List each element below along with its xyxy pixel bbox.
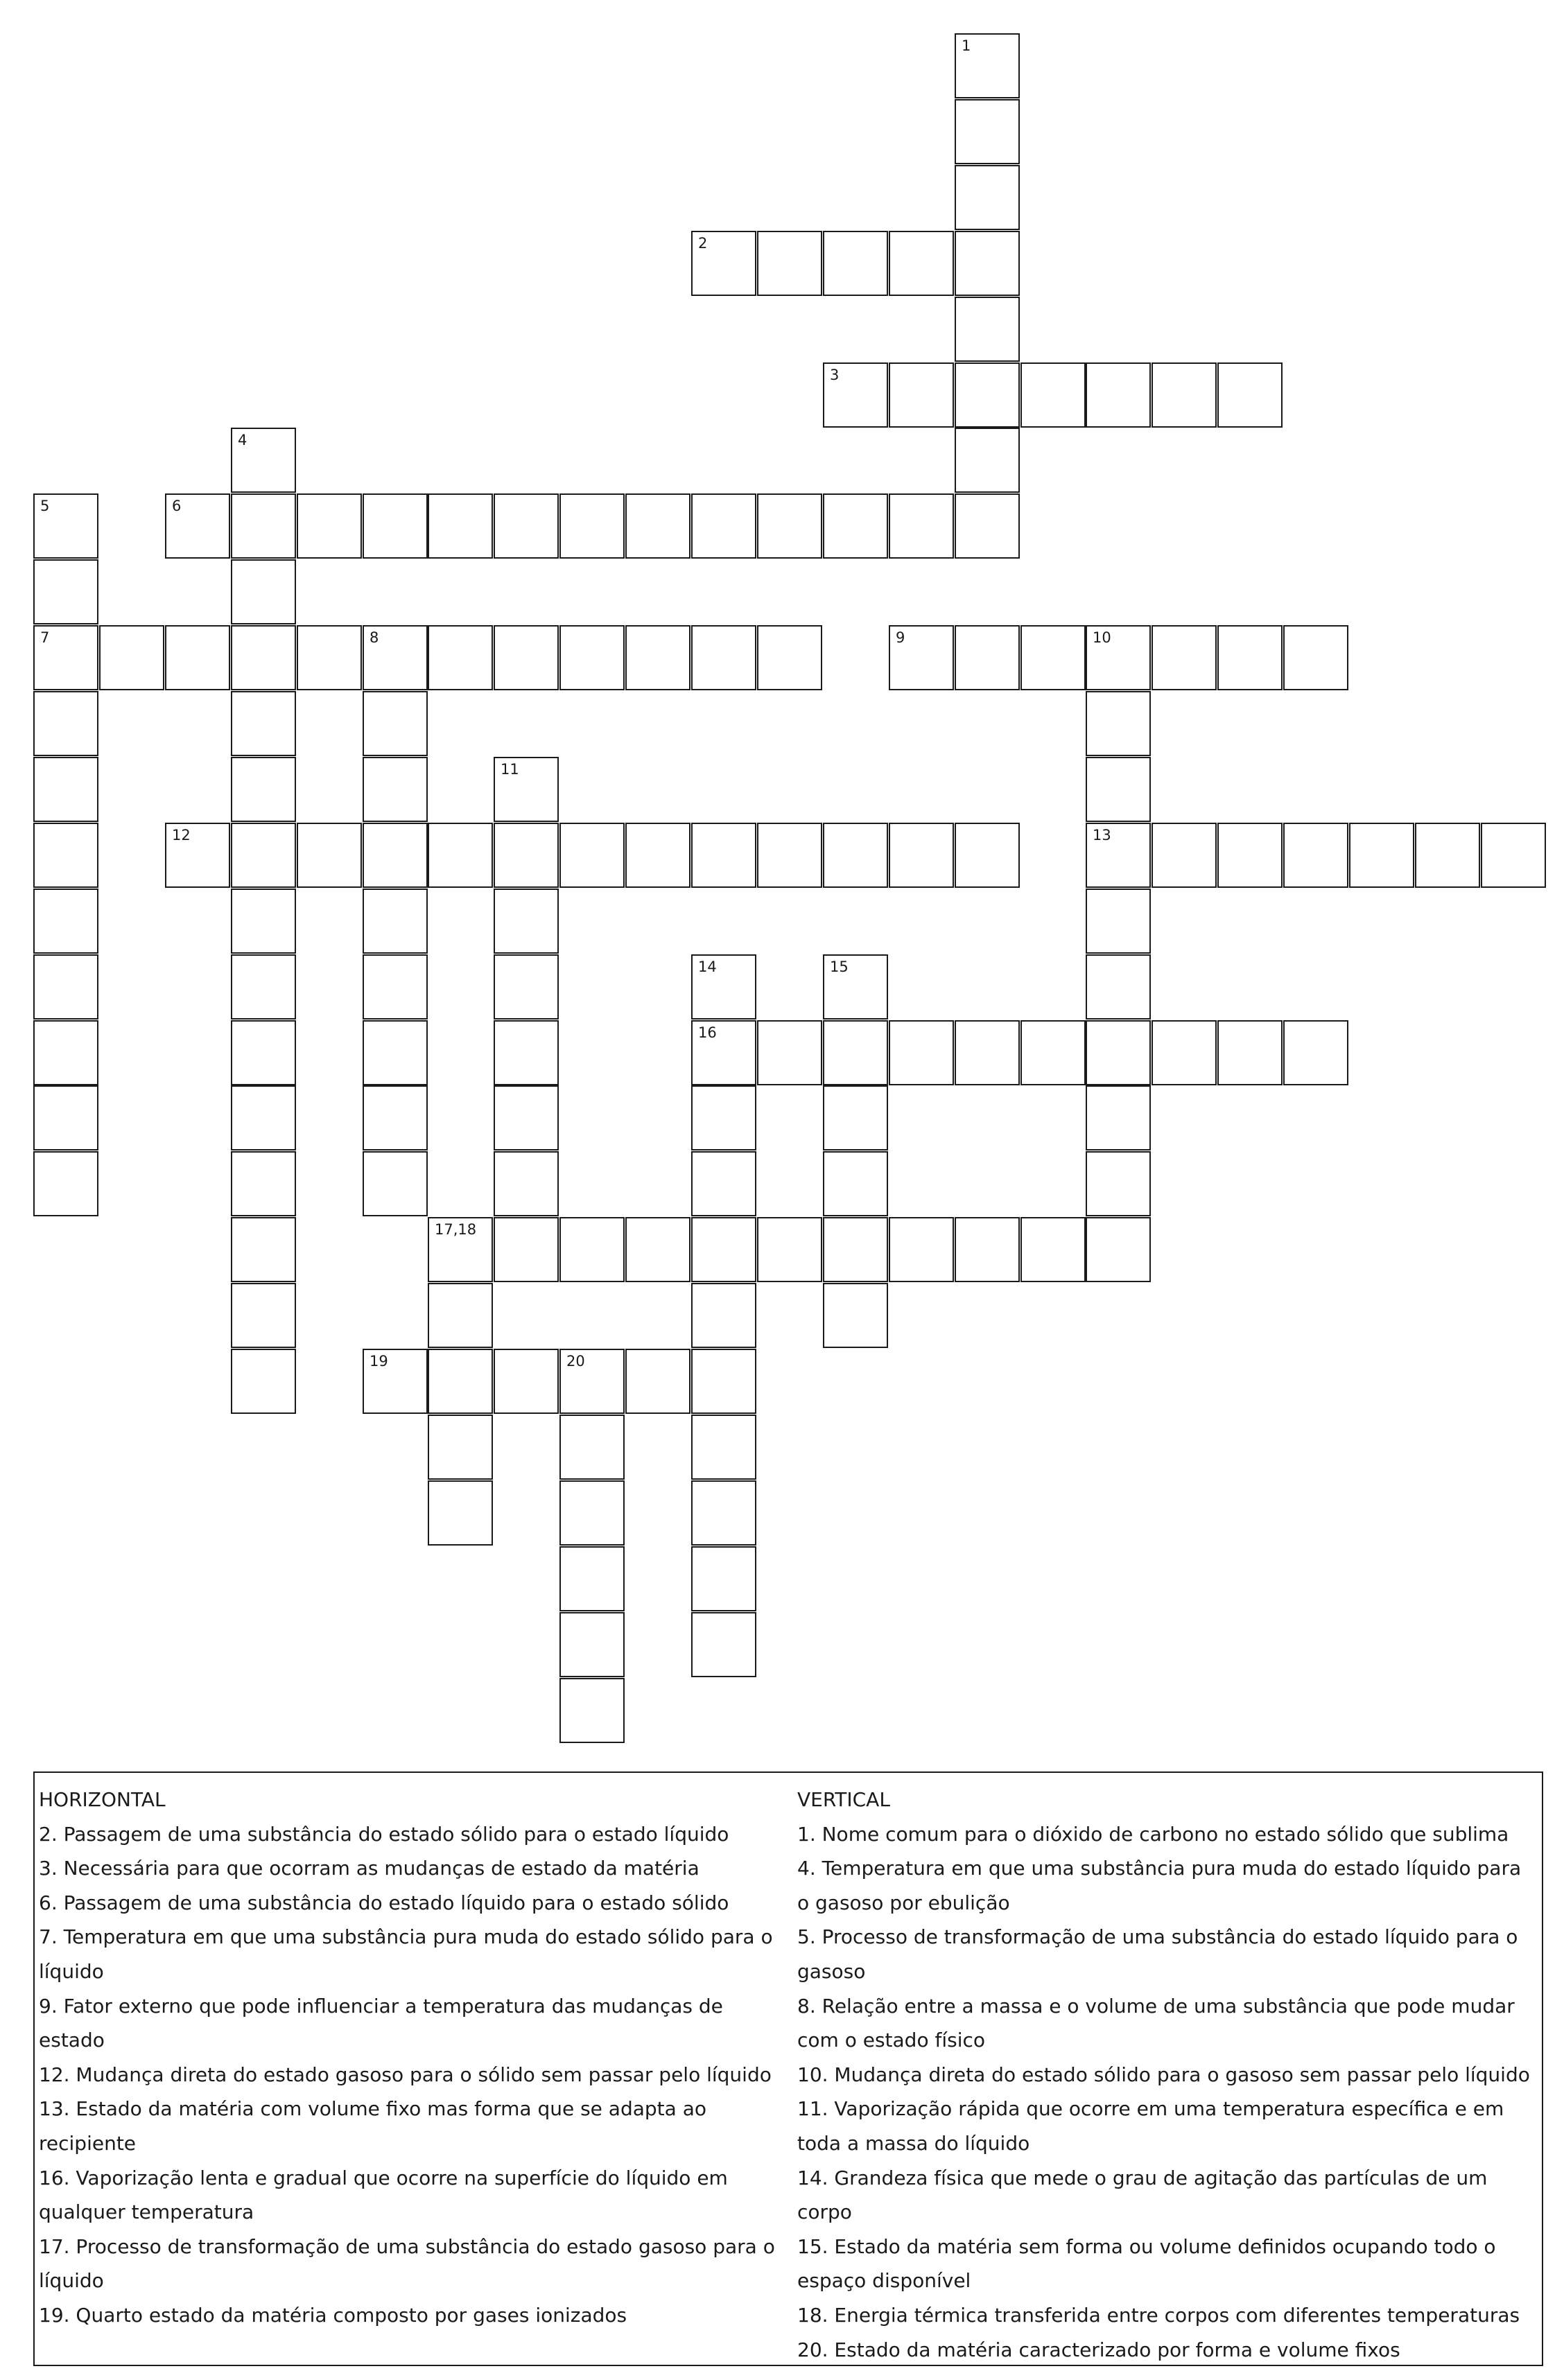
clue-h-13: 13. Estado da matéria com volume fixo mas forma que se adapta ao recipiente xyxy=(39,2097,706,2155)
grid-cell[interactable] xyxy=(823,362,888,428)
clue-number: 15 xyxy=(830,959,849,975)
clues-panel xyxy=(33,1771,1543,2366)
grid-cell[interactable] xyxy=(428,1415,493,1480)
grid-cell[interactable] xyxy=(165,823,230,888)
grid-cell[interactable] xyxy=(955,625,1020,690)
grid-cell[interactable] xyxy=(231,493,296,559)
clue-number: 19 xyxy=(370,1353,388,1370)
grid-cell[interactable] xyxy=(757,1217,822,1282)
grid-cell[interactable] xyxy=(889,362,954,428)
grid-cell[interactable] xyxy=(823,493,888,559)
grid-cell[interactable] xyxy=(428,493,493,559)
grid-cell[interactable] xyxy=(1217,1020,1283,1085)
grid-cell[interactable] xyxy=(559,1546,625,1611)
grid-cell[interactable] xyxy=(1020,1217,1086,1282)
grid-cell[interactable] xyxy=(1020,1020,1086,1085)
grid-cell[interactable] xyxy=(231,1349,296,1414)
grid-cell[interactable] xyxy=(823,1217,888,1282)
grid-cell[interactable] xyxy=(428,625,493,690)
grid-cell[interactable] xyxy=(363,493,428,559)
grid-cell[interactable] xyxy=(559,625,625,690)
grid-cell[interactable] xyxy=(889,231,954,296)
grid-cell[interactable] xyxy=(165,493,230,559)
grid-cell[interactable] xyxy=(363,1151,428,1216)
grid-cell[interactable] xyxy=(363,1020,428,1085)
clue-h-9: 9. Fator externo que pode influenciar a temperatura das mudanças de estado xyxy=(39,1994,723,2052)
grid-cell[interactable] xyxy=(1086,625,1151,690)
grid-cell[interactable] xyxy=(1152,823,1217,888)
clue-v-11: 11. Vaporização rápida que ocorre em uma temperatura específica e em toda a massa do líquido xyxy=(797,2097,1504,2155)
clue-number: 4 xyxy=(238,432,247,448)
clue-number: 16 xyxy=(698,1024,717,1041)
grid-cell[interactable] xyxy=(691,1020,756,1085)
grid-cell[interactable] xyxy=(691,231,756,296)
clue-number: 2 xyxy=(698,235,708,252)
grid-cell[interactable] xyxy=(955,33,1020,98)
grid-cell[interactable] xyxy=(494,1151,559,1216)
clue-v-20: 20. Estado da matéria caracterizado por forma e volume fixos xyxy=(797,2338,1400,2361)
grid-cell[interactable] xyxy=(33,625,98,690)
grid-cell[interactable] xyxy=(1152,362,1217,428)
clue-number: 5 xyxy=(40,498,50,514)
clue-v-4: 4. Temperatura em que uma substância pura muda do estado líquido para o gasoso por ebulição xyxy=(797,1857,1522,1914)
grid-cell[interactable] xyxy=(1152,1020,1217,1085)
grid-cell[interactable] xyxy=(1217,625,1283,690)
grid-cell[interactable] xyxy=(691,493,756,559)
grid-cell[interactable] xyxy=(1283,1020,1348,1085)
grid-cell[interactable] xyxy=(231,691,296,756)
grid-cell[interactable] xyxy=(955,493,1020,559)
grid-cell[interactable] xyxy=(231,625,296,690)
grid-cell[interactable] xyxy=(823,1151,888,1216)
grid-cell[interactable] xyxy=(955,231,1020,296)
grid-cell[interactable] xyxy=(1086,1020,1151,1085)
clue-v-5: 5. Processo de transformação de uma substância do estado líquido para o gasoso xyxy=(797,1925,1518,1983)
clue-v-15: 15. Estado da matéria sem forma ou volume definidos ocupando todo o espaço disponível xyxy=(797,2234,1496,2293)
grid-cell[interactable] xyxy=(231,1151,296,1216)
grid-cell[interactable] xyxy=(231,559,296,624)
clue-h-6: 6. Passagem de uma substância do estado líquido para o estado sólido xyxy=(39,1891,729,1914)
grid-cell[interactable] xyxy=(33,559,98,624)
clue-h-2: 2. Passagem de uma substância do estado sólido para o estado líquido xyxy=(39,1822,729,1846)
grid-cell[interactable] xyxy=(625,625,690,690)
grid-cell[interactable] xyxy=(691,954,756,1020)
grid-cell[interactable] xyxy=(297,823,362,888)
grid-cell[interactable] xyxy=(1152,625,1217,690)
grid-cell[interactable] xyxy=(1481,823,1546,888)
grid-cell[interactable] xyxy=(823,1085,888,1150)
clue-number: 10 xyxy=(1093,629,1111,646)
grid-cell[interactable] xyxy=(955,1020,1020,1085)
grid-cell[interactable] xyxy=(625,823,690,888)
grid-cell[interactable] xyxy=(691,1415,756,1480)
grid-cell[interactable] xyxy=(231,954,296,1020)
grid-cell[interactable] xyxy=(428,1480,493,1546)
grid-cell[interactable] xyxy=(1217,362,1283,428)
grid-cell[interactable] xyxy=(823,231,888,296)
grid-cell[interactable] xyxy=(955,1217,1020,1282)
grid-cell[interactable] xyxy=(889,1217,954,1282)
grid-cell[interactable] xyxy=(691,1217,756,1282)
grid-cell[interactable] xyxy=(691,823,756,888)
grid-cell[interactable] xyxy=(494,493,559,559)
grid-cell[interactable] xyxy=(231,823,296,888)
grid-cell[interactable] xyxy=(691,1480,756,1546)
grid-cell[interactable] xyxy=(1086,757,1151,822)
clue-h-16: 16. Vaporização lenta e gradual que ocorre na superfície do líquido em qualquer temperatura xyxy=(39,2166,728,2224)
grid-cell[interactable] xyxy=(889,1020,954,1085)
grid-cell[interactable] xyxy=(691,1283,756,1348)
grid-cell[interactable] xyxy=(559,823,625,888)
grid-cell[interactable] xyxy=(559,493,625,559)
grid-cell[interactable] xyxy=(428,1349,493,1414)
grid-cell[interactable] xyxy=(823,823,888,888)
grid-cell[interactable] xyxy=(691,1151,756,1216)
grid-cell[interactable] xyxy=(559,1678,625,1743)
grid-cell[interactable] xyxy=(1086,1217,1151,1282)
grid-cell[interactable] xyxy=(231,428,296,493)
grid-cell[interactable] xyxy=(955,297,1020,362)
grid-cell[interactable] xyxy=(297,493,362,559)
grid-cell[interactable] xyxy=(33,1085,98,1150)
clue-number: 6 xyxy=(172,498,182,514)
clue-h-3: 3. Necessária para que ocorram as mudanças de estado da matéria xyxy=(39,1857,700,1880)
grid-cell[interactable] xyxy=(99,625,164,690)
grid-cell[interactable] xyxy=(1349,823,1414,888)
clue-number: 17,18 xyxy=(435,1221,477,1238)
grid-cell[interactable] xyxy=(691,1349,756,1414)
grid-cell[interactable] xyxy=(757,493,822,559)
grid-cell[interactable] xyxy=(1283,625,1348,690)
grid-cell[interactable] xyxy=(363,954,428,1020)
grid-cell[interactable] xyxy=(363,691,428,756)
grid-cell[interactable] xyxy=(494,889,559,954)
grid-cell[interactable] xyxy=(1086,954,1151,1020)
grid-cell[interactable] xyxy=(33,823,98,888)
clue-number: 8 xyxy=(370,629,379,646)
horizontal-clues xyxy=(39,1783,785,2333)
clue-h-19: 19. Quarto estado da matéria composto por gases ionizados xyxy=(39,2303,627,2327)
grid-cell[interactable] xyxy=(297,625,362,690)
grid-cell[interactable] xyxy=(363,625,428,690)
grid-cell[interactable] xyxy=(1086,823,1151,888)
grid-cell[interactable] xyxy=(1283,823,1348,888)
grid-cell[interactable] xyxy=(1020,362,1086,428)
grid-cell[interactable] xyxy=(691,1546,756,1611)
clue-number: 13 xyxy=(1093,827,1111,843)
grid-cell[interactable] xyxy=(955,165,1020,230)
grid-cell[interactable] xyxy=(363,757,428,822)
clue-h-12: 12. Mudança direta do estado gasoso para o sólido sem passar pelo líquido xyxy=(39,2063,772,2086)
grid-cell[interactable] xyxy=(33,493,98,559)
grid-cell[interactable] xyxy=(1086,691,1151,756)
clue-number: 11 xyxy=(501,761,519,778)
grid-cell[interactable] xyxy=(823,1283,888,1348)
grid-cell[interactable] xyxy=(691,1085,756,1150)
clue-h-17: 17. Processo de transformação de uma substância do estado gasoso para o líquido xyxy=(39,2234,775,2293)
vertical-heading: VERTICAL xyxy=(797,1788,890,1811)
grid-cell[interactable] xyxy=(165,625,230,690)
grid-cell[interactable] xyxy=(494,625,559,690)
grid-cell[interactable] xyxy=(559,1612,625,1677)
grid-cell[interactable] xyxy=(33,1020,98,1085)
grid-cell[interactable] xyxy=(231,1085,296,1150)
grid-cell[interactable] xyxy=(625,493,690,559)
grid-cell[interactable] xyxy=(823,954,888,1020)
grid-cell[interactable] xyxy=(363,889,428,954)
grid-cell[interactable] xyxy=(428,1217,493,1282)
clue-v-10: 10. Mudança direta do estado sólido para o gasoso sem passar pelo líquido xyxy=(797,2063,1530,2086)
grid-cell[interactable] xyxy=(559,1415,625,1480)
grid-cell[interactable] xyxy=(889,493,954,559)
clue-h-7: 7. Temperatura em que uma substância pura muda do estado sólido para o líquido xyxy=(39,1925,773,1983)
grid-cell[interactable] xyxy=(559,1349,625,1414)
grid-cell[interactable] xyxy=(33,1151,98,1216)
clue-number: 12 xyxy=(172,827,191,843)
clue-number: 20 xyxy=(566,1353,585,1370)
clue-number: 3 xyxy=(830,367,840,383)
grid-cell[interactable] xyxy=(625,1349,690,1414)
grid-cell[interactable] xyxy=(231,1283,296,1348)
grid-cell[interactable] xyxy=(955,428,1020,493)
grid-cell[interactable] xyxy=(559,1480,625,1546)
grid-cell[interactable] xyxy=(363,1349,428,1414)
grid-cell[interactable] xyxy=(889,823,954,888)
grid-cell[interactable] xyxy=(625,1217,690,1282)
grid-cell[interactable] xyxy=(231,1217,296,1282)
grid-cell[interactable] xyxy=(428,823,493,888)
grid-cell[interactable] xyxy=(494,1217,559,1282)
grid-cell[interactable] xyxy=(494,954,559,1020)
grid-cell[interactable] xyxy=(691,1612,756,1677)
grid-cell[interactable] xyxy=(494,1349,559,1414)
grid-cell[interactable] xyxy=(757,1020,822,1085)
clue-v-18: 18. Energia térmica transferida entre corpos com diferentes temperaturas xyxy=(797,2303,1520,2327)
clue-v-8: 8. Relação entre a massa e o volume de uma substância que pode mudar com o estado físico xyxy=(797,1994,1515,2052)
grid-cell[interactable] xyxy=(231,757,296,822)
clue-v-1: 1. Nome comum para o dióxido de carbono no estado sólido que sublima xyxy=(797,1822,1509,1846)
vertical-clues xyxy=(797,1783,1536,2367)
grid-cell[interactable] xyxy=(494,757,559,822)
grid-cell[interactable] xyxy=(33,691,98,756)
grid-cell[interactable] xyxy=(955,99,1020,164)
grid-cell[interactable] xyxy=(231,889,296,954)
grid-cell[interactable] xyxy=(428,1283,493,1348)
grid-cell[interactable] xyxy=(955,362,1020,428)
clue-v-14: 14. Grandeza física que mede o grau de agitação das partículas de um corpo xyxy=(797,2166,1488,2224)
grid-cell[interactable] xyxy=(691,625,756,690)
clue-number: 7 xyxy=(40,629,50,646)
grid-cell[interactable] xyxy=(1086,1085,1151,1150)
clue-number: 9 xyxy=(896,629,905,646)
grid-cell[interactable] xyxy=(33,889,98,954)
grid-cell[interactable] xyxy=(494,1020,559,1085)
clue-number: 1 xyxy=(962,37,971,54)
grid-cell[interactable] xyxy=(1086,362,1151,428)
grid-cell[interactable] xyxy=(889,625,954,690)
grid-cell[interactable] xyxy=(363,1085,428,1150)
horizontal-heading: HORIZONTAL xyxy=(39,1788,166,1811)
grid-cell[interactable] xyxy=(823,1020,888,1085)
grid-cell[interactable] xyxy=(494,1085,559,1150)
grid-cell[interactable] xyxy=(757,625,822,690)
grid-cell[interactable] xyxy=(363,823,428,888)
grid-cell[interactable] xyxy=(1020,625,1086,690)
grid-cell[interactable] xyxy=(33,954,98,1020)
grid-cell[interactable] xyxy=(1415,823,1480,888)
grid-cell[interactable] xyxy=(559,1217,625,1282)
grid-cell[interactable] xyxy=(1086,1151,1151,1216)
clue-number: 14 xyxy=(698,959,717,975)
grid-cell[interactable] xyxy=(1217,823,1283,888)
grid-cell[interactable] xyxy=(757,823,822,888)
grid-cell[interactable] xyxy=(231,1020,296,1085)
grid-cell[interactable] xyxy=(494,823,559,888)
grid-cell[interactable] xyxy=(1086,889,1151,954)
grid-cell[interactable] xyxy=(757,231,822,296)
grid-cell[interactable] xyxy=(33,757,98,822)
grid-cell[interactable] xyxy=(955,823,1020,888)
